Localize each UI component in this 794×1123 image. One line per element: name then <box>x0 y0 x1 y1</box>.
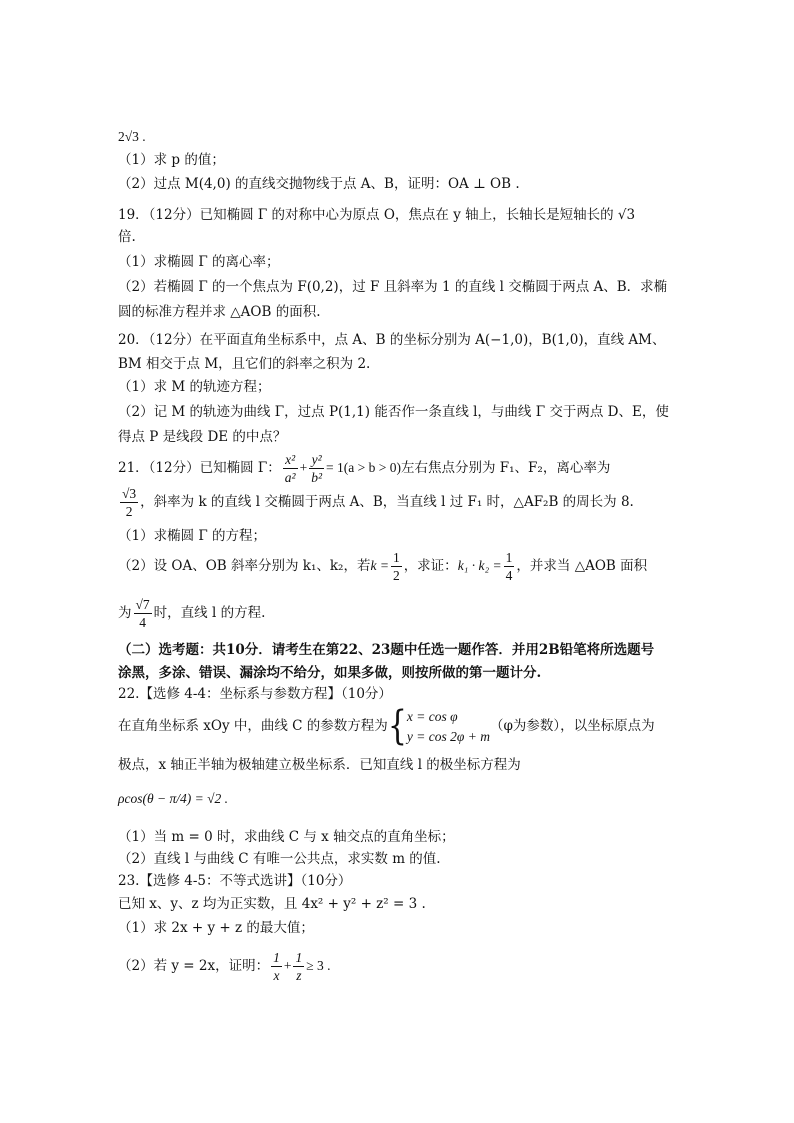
q19-part2-cont: 圆的标准方程并求 △AOB 的面积. <box>118 304 321 320</box>
q23-part2: （2）若 y = 2x，证明： $\frac{1}{x}$ + $\frac{1}{z}$ ≥ 3 . <box>118 950 331 983</box>
q22-part1: （1）当 m = 0 时，求曲线 C 与 x 轴交点的直角坐标； <box>118 829 455 845</box>
fraction-quarter: $\frac{1}{4}$ <box>505 550 513 583</box>
q21-stem-cont: $\frac{√3}{2}$ ，斜率为 k 的直线 l 交椭圆于两点 A、B，当直线 l 过 F₁ 时，△AF₂B 的周长为 8. <box>122 486 634 519</box>
q22-stem: 在直角坐标系 xOy 中，曲线 C 的参数方程为{ x = cos φ y = cos 2φ + m （φ为参数），以坐标原点为 <box>118 702 655 750</box>
param-equations: x = cos φ y = cos 2φ + m <box>406 708 490 744</box>
fraction-y2-b2: $\frac{\text{y²}}{\text{b²}}$ <box>311 452 323 485</box>
q18-part1: （1）求 p 的值； <box>118 152 225 168</box>
brace-symbol: { <box>387 702 407 750</box>
fraction-1-z: $\frac{1}{z}$ <box>295 950 303 983</box>
text-line: 2√3 . <box>118 129 146 144</box>
q20-stem: 20．（12分）在平面直角坐标系中，点 A、B 的坐标分别为 A(−1,0)，B(1,0)，直线 AM、 <box>118 332 666 348</box>
selection-instructions-cont: 涂黑，多涂、错误、漏涂均不给分，如果多做，则按所做的第一题计分. <box>118 665 542 681</box>
fraction-area: $\frac{√7}{4}$ <box>135 597 150 630</box>
q20-part2: （2）记 M 的轨迹为曲线 Γ，过点 P(1,1) 能否作一条直线 l，与曲线 Γ 交于两点 D、E，使 <box>118 404 669 420</box>
q23-stem: 已知 x、y、z 均为正实数，且 4x² + y² + z² = 3 . <box>118 896 426 912</box>
q21-stem-lead: 21．（12分）已知椭圆 Γ： <box>118 460 281 476</box>
ellipse-rhs: = 1(a > b > 0) <box>326 460 401 475</box>
q22-stem-cont: 极点，x 轴正半轴为极轴建立极坐标系．已知直线 l 的极坐标方程为 <box>118 757 521 773</box>
q21-stem-tail: 左右焦点分别为 F₁、F₂，离心率为 <box>400 460 611 476</box>
q21-part2-cont: 为 $\frac{√7}{4}$ 时，直线 l 的方程. <box>118 597 266 630</box>
q18-part2: （2）过点 M(4,0) 的直线交抛物线于点 A、B，证明：OA ⊥ OB . <box>118 176 520 192</box>
q23-title: 23.【选修 4-5：不等式选讲】（10分） <box>118 873 352 889</box>
q22-part2: （2）直线 l 与曲线 C 有唯一公共点，求实数 m 的值. <box>118 851 441 867</box>
q22-polar-equation: ρcos(θ − π/4) = √2 . <box>118 791 228 806</box>
q19-part2: （2）若椭圆 Γ 的一个焦点为 F(0,2)，过 F 且斜率为 1 的直线 l 交椭圆于两点 A、B．求椭 <box>118 279 668 295</box>
fraction-x2-a2: $\frac{\text{x²}}{\text{a²}}$ <box>284 452 296 485</box>
selection-instructions: （二）选考题：共10分．请考生在第22、23题中任选一题作答．并用2B铅笔将所选题号 <box>118 642 655 658</box>
q21-part1: （1）求椭圆 Γ 的方程； <box>118 528 267 544</box>
q22-title: 22.【选修 4-4：坐标系与参数方程】（10分） <box>118 686 392 702</box>
q19-stem: 19．（12分）已知椭圆 Γ 的对称中心为原点 O，焦点在 y 轴上，长轴长是短轴长的 √3 <box>118 207 636 223</box>
q20-part2-cont: 得点 P 是线段 DE 的中点？ <box>118 429 287 445</box>
q21-part2: （2）设 OA、OB 斜率分别为 k₁、k₂，若k = $\frac{1}{2}$ ，求证：k₁ · k₂ = $\frac{1}{4}$ ，并求当 △AOB 面积 <box>118 550 648 583</box>
fraction-k: $\frac{1}{2}$ <box>392 550 400 583</box>
fraction-1-x: $\frac{1}{x}$ <box>273 950 280 983</box>
q23-part1: （1）求 2x + y + z 的最大值； <box>118 920 314 936</box>
q20-stem-cont: BM 相交于点 M，且它们的斜率之积为 2. <box>118 356 371 372</box>
q21-stem: 21．（12分）已知椭圆 Γ： $\frac{\text{x²}}{\text{a²}}$ + $\frac{\text{y²}}{\text{b²}}$ = 1(a > b > 0)左右焦点分别为 F₁、F₂，离心率为 <box>118 452 611 485</box>
q19-stem-cont: 倍. <box>118 229 136 245</box>
q19-part1: （1）求椭圆 Γ 的离心率； <box>118 254 280 270</box>
fraction-ecc: $\frac{√3}{2}$ <box>122 486 137 519</box>
q20-part1: （1）求 M 的轨迹方程； <box>118 379 271 395</box>
